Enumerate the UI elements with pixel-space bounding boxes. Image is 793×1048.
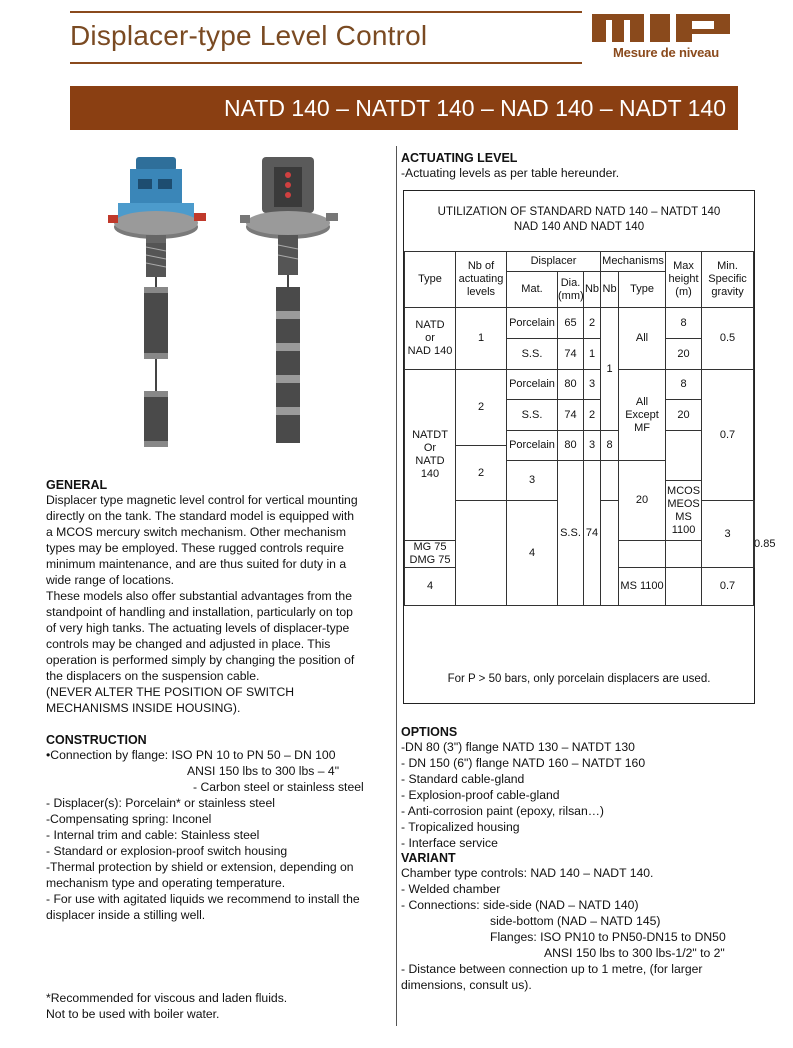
general-line: of very high tanks. The actuating levels of displacer-type — [46, 621, 350, 635]
construction-body — [46, 747, 391, 923]
variant-line: ANSI 150 lbs to 300 lbs-1/2" to 2" — [544, 946, 725, 960]
utilization-grid — [404, 251, 776, 606]
options-line: -DN 80 (3") flange NATD 130 – NATDT 130 — [401, 740, 635, 754]
construction-line: - Standard or explosion-proof switch housing — [46, 844, 288, 858]
model-banner: NATD 140 – NATDT 140 – NAD 140 – NADT 140 — [70, 86, 738, 130]
header-mech-type: Type — [619, 272, 666, 308]
variant-body — [401, 865, 761, 993]
actuating-heading: ACTUATING LEVEL — [401, 151, 518, 165]
general-line: minimum maintenance, and are thus suited for duty in a — [46, 557, 347, 571]
cell-levels: 3 — [507, 461, 558, 501]
logo-text: Mesure de niveau — [613, 45, 719, 60]
page-title: Displacer-type Level Control — [70, 20, 428, 51]
construction-section — [46, 733, 391, 923]
general-line: operation is performed simply by changing the position of — [46, 653, 355, 667]
cell-type — [456, 501, 507, 606]
options-heading: OPTIONS — [401, 725, 458, 739]
product-illustration-right — [240, 155, 350, 465]
cell-mat: Porcelain — [507, 431, 558, 461]
cell-dia: 80 — [558, 370, 584, 400]
options-line: - Tropicalized housing — [401, 820, 520, 834]
header-displacer: Displacer — [507, 252, 601, 272]
general-line: MECHANISMS INSIDE HOUSING). — [46, 701, 241, 715]
variant-line: Flanges: ISO PN10 to PN50-DN15 to DN50 — [490, 930, 726, 944]
options-line: - Interface service — [401, 836, 498, 850]
cell-dia: 74 — [584, 461, 601, 606]
construction-line: displacer inside a stilling well. — [46, 908, 206, 922]
cell-nb — [601, 461, 619, 501]
cell-nb: 3 — [584, 370, 601, 400]
variant-heading: VARIANT — [401, 851, 456, 865]
header-type: Type — [405, 252, 456, 308]
general-line: standpoint of handling and installation, particularly on top — [46, 605, 353, 619]
cell-height — [619, 541, 666, 568]
cell-levels: 4 — [507, 501, 558, 606]
cell-mat: S.S. — [507, 339, 558, 370]
header-nb-levels: Nb of actuating levels — [456, 252, 507, 308]
variant-line: Chamber type controls: NAD 140 – NADT 140. — [401, 866, 654, 880]
cell-height: 20 — [666, 339, 702, 370]
construction-heading: CONSTRUCTION — [46, 733, 147, 747]
header-nb: Nb — [584, 272, 601, 308]
company-logo — [592, 12, 740, 62]
options-line: - DN 150 (6") flange NATD 160 – NATDT 160 — [401, 756, 646, 770]
cell-nb — [601, 501, 619, 606]
cell-mech-type: All Except MF — [619, 370, 666, 461]
general-body — [46, 492, 391, 716]
variant-line: - Welded chamber — [401, 882, 501, 896]
cell-height: 8 — [666, 370, 702, 400]
construction-line: - Carbon steel or stainless steel — [193, 780, 364, 794]
variant-line: side-bottom (NAD – NATD 145) — [490, 914, 661, 928]
product-illustration-left — [108, 155, 218, 465]
general-line: Displacer type magnetic level control for vertical mounting — [46, 493, 358, 507]
cell-sg: 0.5 — [702, 308, 754, 370]
cell-sg: 0.85 — [754, 537, 776, 550]
general-line: (NEVER ALTER THE POSITION OF SWITCH — [46, 685, 295, 699]
cell-type: NATDT Or NATD 140 — [405, 370, 456, 541]
cell-dia: 80 — [558, 431, 584, 461]
cell-mat: Porcelain — [507, 370, 558, 400]
general-line: a MCOS mercury switch mechanism. Other mechanism — [46, 525, 347, 539]
cell-mech-nb: 3 — [702, 501, 754, 568]
options-section — [401, 725, 761, 993]
header-mech-nb: Nb — [601, 272, 619, 308]
actuating-section — [401, 151, 761, 181]
header-mat: Mat. — [507, 272, 558, 308]
column-divider — [396, 146, 397, 1026]
construction-line: - For use with agitated liquids we recommend to install the — [46, 892, 360, 906]
cell-mech-type: MG 75 DMG 75 — [405, 541, 456, 568]
title-rule-bottom — [70, 62, 582, 64]
title-rule-top — [70, 11, 582, 13]
construction-line: mechanism type and operating temperature. — [46, 876, 286, 890]
cell-dia: 74 — [558, 400, 584, 431]
header-min-sg: Min. Specific gravity — [702, 252, 754, 308]
actuating-text: -Actuating levels as per table hereunder. — [401, 166, 620, 180]
general-line: wide range of locations. — [46, 573, 175, 587]
cell-nb: 1 — [584, 339, 601, 370]
cell-type: NATD or NAD 140 — [405, 308, 456, 370]
header-max-height: Max height (m) — [666, 252, 702, 308]
cell-height — [666, 568, 702, 606]
footnote-line: *Recommended for viscous and laden fluids. — [46, 991, 288, 1005]
cell-sg: 0.7 — [702, 568, 754, 606]
construction-line: -Thermal protection by shield or extension, depending on — [46, 860, 354, 874]
utilization-table — [403, 190, 776, 704]
general-line: types may be employed. These rugged controls require — [46, 541, 344, 555]
cell-sg — [754, 501, 755, 521]
general-section — [46, 478, 391, 716]
cell-mech-type: MS 1100 — [619, 568, 666, 606]
cell-mech-type: MCOS MEOS MS 1100 — [666, 481, 702, 541]
cell-nb: 3 — [584, 431, 601, 461]
cell-levels: 1 — [456, 308, 507, 370]
cell-mech-type: All — [619, 308, 666, 370]
options-line: - Anti-corrosion paint (epoxy, rilsan…) — [401, 804, 604, 818]
cell-height: 8 — [601, 431, 619, 461]
footnote-line: Not to be used with boiler water. — [46, 1007, 220, 1021]
construction-line: ANSI 150 lbs to 300 lbs – 4" — [187, 764, 340, 778]
options-line: - Standard cable-gland — [401, 772, 525, 786]
general-heading: GENERAL — [46, 478, 108, 492]
cell-levels: 2 — [456, 370, 507, 446]
cell-nb: 2 — [584, 308, 601, 339]
cell-height: 20 — [619, 461, 666, 541]
construction-line: •Connection by flange: ISO PN 10 to PN 50 – DN 100 — [46, 748, 336, 762]
general-line: controls may be changed and adjusted in place. This — [46, 637, 331, 651]
cell-height: 20 — [666, 400, 702, 431]
header-mechanisms: Mechanisms — [601, 252, 666, 272]
footnote — [46, 990, 391, 1022]
construction-line: - Displacer(s): Porcelain* or stainless steel — [46, 796, 275, 810]
cell-mech-nb: 1 — [601, 308, 619, 431]
cell-dia: 65 — [558, 308, 584, 339]
construction-line: -Compensating spring: Inconel — [46, 812, 212, 826]
cell-mat: Porcelain — [507, 308, 558, 339]
variant-line: dimensions, consult us). — [401, 978, 532, 992]
cell-dia: 74 — [558, 339, 584, 370]
general-line: These models also offer substantial advantages from the — [46, 589, 352, 603]
construction-line: - Internal trim and cable: Stainless steel — [46, 828, 260, 842]
cell-height: 8 — [666, 308, 702, 339]
cell-mat: S.S. — [507, 400, 558, 431]
cell-sg: 0.7 — [702, 370, 754, 501]
options-body — [401, 739, 761, 851]
cell-mat: S.S. — [558, 461, 584, 606]
options-line: - Explosion-proof cable-gland — [401, 788, 560, 802]
general-line: the displacers on the suspension cable. — [46, 669, 260, 683]
cell-mech-nb: 4 — [405, 568, 456, 606]
variant-line: - Connections: side-side (NAD – NATD 140) — [401, 898, 639, 912]
variant-line: - Distance between connection up to 1 metre, (for larger — [401, 962, 703, 976]
table-title: UTILIZATION OF STANDARD NATD 140 – NATDT 140 NAD 140 AND NADT 140 — [437, 206, 721, 233]
header-dia: Dia. (mm) — [558, 272, 584, 308]
general-line: directly on the tank. The standard model is equipped with — [46, 509, 355, 523]
cell-nb: 2 — [584, 400, 601, 431]
table-footer: For P > 50 bars, only porcelain displacers are used. — [447, 673, 711, 685]
cell-mech-nb: 2 — [456, 446, 507, 501]
